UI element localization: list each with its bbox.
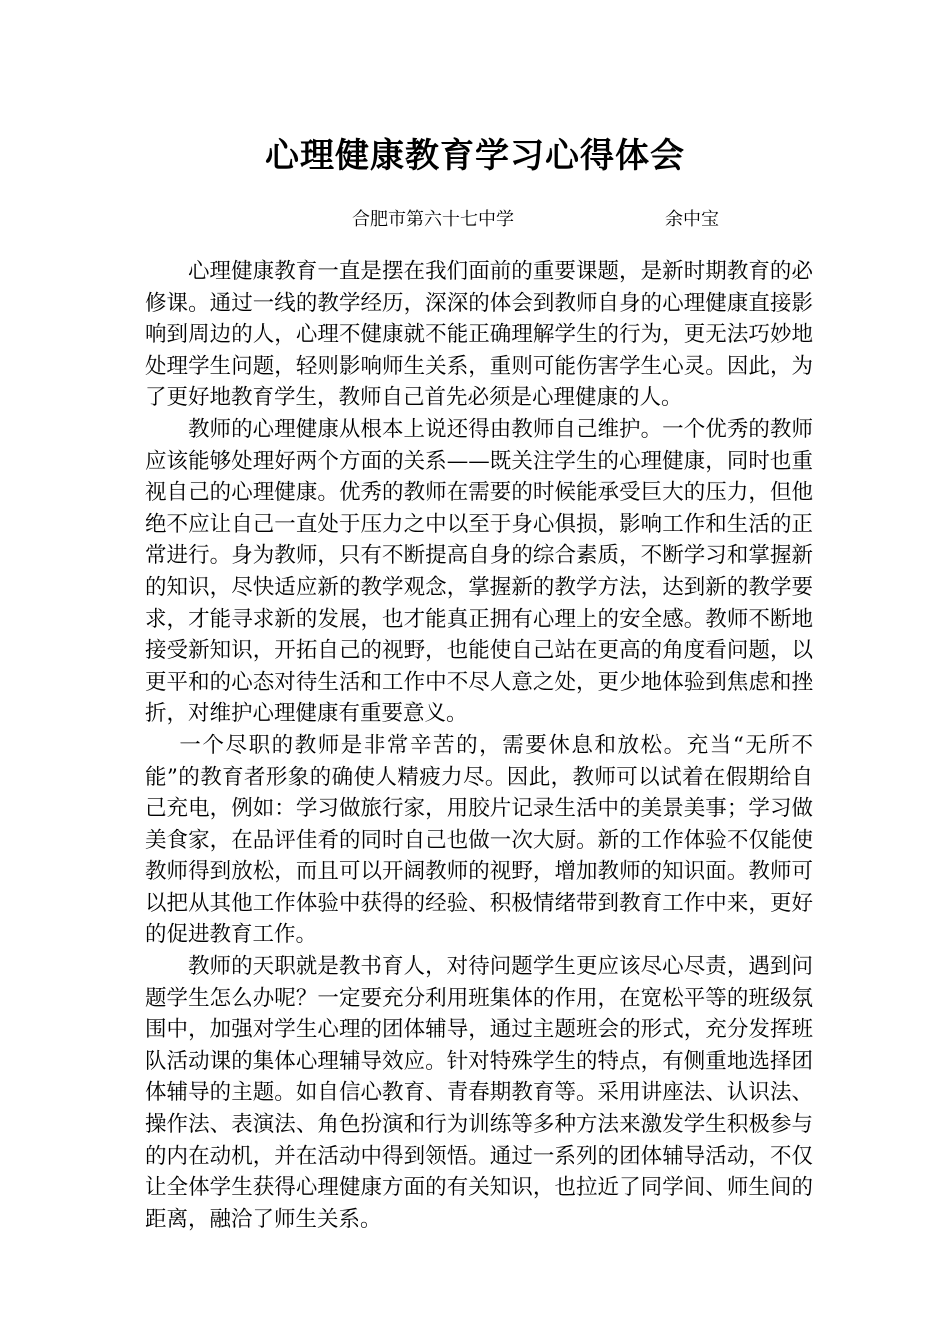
- byline-school: 合肥市第六十七中学: [352, 209, 514, 230]
- paragraph-1: 心理健康教育一直是摆在我们面前的重要课题，是新时期教育的必修课。通过一线的教学经历，深深的体会到教师自身的心理健康直接影响到周边的人，心理不健康就不能正确理解学生的行为，更无法巧妙地处理学生问题，轻则影响师生关系，重则可能伤害学生心灵。因此，为了更好地教育学生，教师自己首先必须是心理健康的人。: [145, 259, 813, 411]
- document-title: 心理健康教育学习心得体会: [265, 136, 685, 176]
- paragraph-4: 教师的天职就是教书育人，对待问题学生更应该尽心尽责，遇到问题学生怎么办呢？一定要充分利用班集体的作用，在宽松平等的班级氛围中，加强对学生心理的团体辅导，通过主题班会的形式，充分发挥班队活动课的集体心理辅导效应。针对特殊学生的特点，有侧重地选择团体辅导的主题。如自信心教育、青春期教育等。采用讲座法、认识法、操作法、表演法、角色扮演和行为训练等多种方法来激发学生积极参与的内在动机，并在活动中得到领悟。通过一系列的团体辅导活动，不仅让全体学生获得心理健康方面的有关知识，也拉近了同学间、师生间的距离，融洽了师生关系。: [145, 954, 813, 1232]
- paragraph-3: 一个尽职的教师是非常辛苦的，需要休息和放松。充当“无所不能”的教育者形象的确使人精疲力尽。因此，教师可以试着在假期给自己充电，例如：学习做旅行家，用胶片记录生活中的美景美事；学习做美食家，在品评佳肴的同时自己也做一次大厨。新的工作体验不仅能使教师得到放松，而且可以开阔教师的视野，增加教师的知识面。教师可以把从其他工作体验中获得的经验、积极情绪带到教育工作中来，更好的促进教育工作。: [145, 732, 813, 948]
- paragraph-2: 教师的心理健康从根本上说还得由教师自己维护。一个优秀的教师应该能够处理好两个方面的关系——既关注学生的心理健康，同时也重视自己的心理健康。优秀的教师在需要的时候能承受巨大的压力，但他绝不应让自己一直处于压力之中以至于身心俱损，影响工作和生活的正常进行。身为教师，只有不断提高自身的综合素质，不断学习和掌握新的知识，尽快适应新的教学观念，掌握新的教学方法，达到新的教学要求，才能寻求新的发展，也才能真正拥有心理上的安全感。教师不断地接受新知识，开拓自己的视野，也能使自己站在更高的角度看问题，以更平和的心态对待生活和工作中不尽人意之处，更少地体验到焦虑和挫折，对维护心理健康有重要意义。: [145, 416, 813, 727]
- byline-author: 余中宝: [665, 209, 719, 230]
- document-body: [145, 256, 813, 1235]
